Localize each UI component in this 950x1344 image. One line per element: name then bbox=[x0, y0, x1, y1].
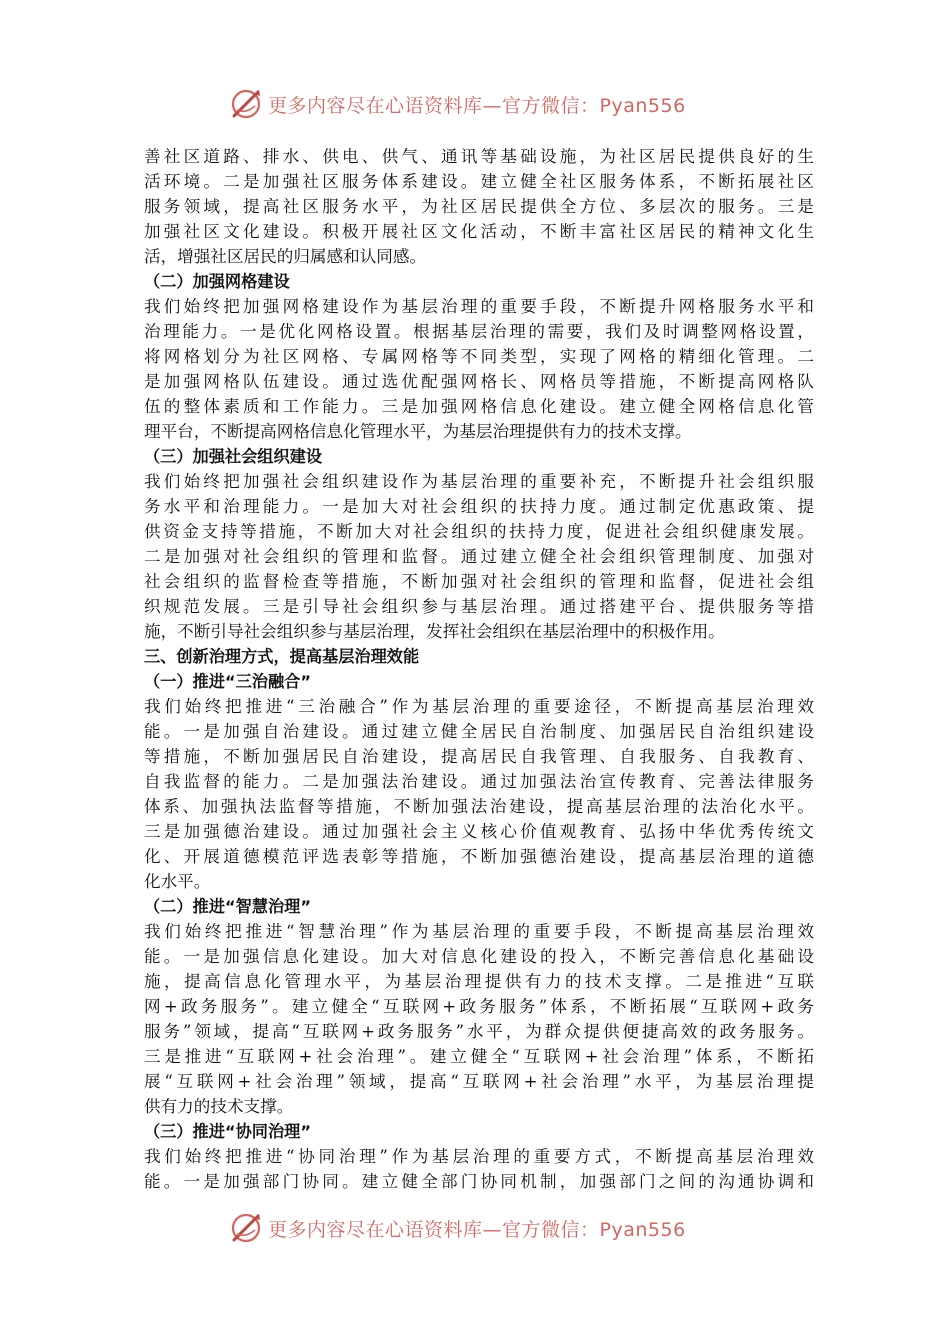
footer-banner bbox=[228, 1208, 728, 1248]
document-body bbox=[144, 144, 814, 1194]
body-text-line: 是加强网格队伍建设。通过选优配强网格长、网格员等措施，不断提高网格队 bbox=[144, 372, 814, 391]
body-text-line: 织规范发展。三是引导社会组织参与基层治理。通过搭建平台、提供服务等措 bbox=[144, 597, 814, 616]
body-text-line: 二是加强对社会组织的管理和监督。通过建立健全社会组织管理制度、加强对 bbox=[144, 547, 814, 566]
body-text-line: 加强社区文化建设。积极开展社区文化活动，不断丰富社区居民的精神文化生 bbox=[144, 222, 814, 241]
body-text-line: 体系、加强执法监督等措施，不断加强法治建设，提高基层治理的法治化水平。 bbox=[144, 797, 814, 816]
body-text-line: 理平台，不断提高网格信息化管理水平，为基层治理提供有力的技术支撑。 bbox=[144, 422, 692, 441]
pen-logo-icon bbox=[228, 86, 264, 122]
section-heading: （三）加强社会组织建设 bbox=[144, 447, 323, 466]
body-text-line: 我们始终把加强社会组织建设作为基层治理的重要补充，不断提升社会组织服 bbox=[144, 472, 814, 491]
body-text-line: 服务”领域，提高“互联网+政务服务”水平，为群众提供便捷高效的政务服务。 bbox=[144, 1022, 814, 1041]
body-text-line: 能。一是加强部门协同。建立健全部门协同机制，加强部门之间的沟通协调和 bbox=[144, 1172, 814, 1191]
section-heading: （二）推进“智慧治理” bbox=[144, 897, 311, 916]
section-heading: （三）推进“协同治理” bbox=[144, 1122, 311, 1141]
body-text-line: 网+政务服务”。建立健全“互联网+政务服务”体系，不断拓展“互联网+政务 bbox=[144, 997, 814, 1016]
body-text-line: 善社区道路、排水、供电、供气、通讯等基础设施，为社区居民提供良好的生 bbox=[144, 147, 814, 166]
body-text-line: 化、开展道德模范评选表彰等措施，不断加强德治建设，提高基层治理的道德 bbox=[144, 847, 814, 866]
body-text-line: 供资金支持等措施，不断加大对社会组织的扶持力度，促进社会组织健康发展。 bbox=[144, 522, 814, 541]
body-text-line: 治理能力。一是优化网格设置。根据基层治理的需要，我们及时调整网格设置， bbox=[144, 322, 814, 341]
body-text-line: 我们始终把推进“智慧治理”作为基层治理的重要手段，不断提高基层治理效 bbox=[144, 922, 814, 941]
body-text-line: 活，增强社区居民的归属感和认同感。 bbox=[144, 247, 427, 266]
banner-text: 更多内容尽在心语资料库—官方微信：Pyan556 bbox=[268, 1218, 686, 1241]
body-text-line: 三是推进“互联网+社会治理”。建立健全“互联网+社会治理”体系，不断拓 bbox=[144, 1047, 814, 1066]
body-text-line: 将网格划分为社区网格、专属网格等不同类型，实现了网格的精细化管理。二 bbox=[144, 347, 814, 366]
body-text-line: 活环境。二是加强社区服务体系建设。建立健全社区服务体系，不断拓展社区 bbox=[144, 172, 814, 191]
banner-text: 更多内容尽在心语资料库—官方微信：Pyan556 bbox=[268, 94, 686, 117]
body-text-line: 我们始终把推进“协同治理”作为基层治理的重要方式，不断提高基层治理效 bbox=[144, 1147, 814, 1166]
body-text-line: 三是加强德治建设。通过加强社会主义核心价值观教育、弘扬中华优秀传统文 bbox=[144, 822, 814, 841]
header-banner bbox=[228, 84, 728, 124]
body-text-line: 等措施，不断加强居民自治建设，提高居民自我管理、自我服务、自我教育、 bbox=[144, 747, 814, 766]
body-text-line: 施，不断引导社会组织参与基层治理，发挥社会组织在基层治理中的积极作用。 bbox=[144, 622, 725, 641]
body-text-line: 服务领域，提高社区服务水平，为社区居民提供全方位、多层次的服务。三是 bbox=[144, 197, 814, 216]
section-heading: （一）推进“三治融合” bbox=[144, 672, 311, 691]
body-text-line: 施，提高信息化管理水平，为基层治理提供有力的技术支撑。二是推进“互联 bbox=[144, 972, 814, 991]
section-heading: 三、创新治理方式，提高基层治理效能 bbox=[144, 647, 420, 666]
body-text-line: 社会组织的监督检查等措施，不断加强对社会组织的管理和监督，促进社会组 bbox=[144, 572, 814, 591]
body-text-line: 自我监督的能力。二是加强法治建设。通过加强法治宣传教育、完善法律服务 bbox=[144, 772, 814, 791]
section-heading: （二）加强网格建设 bbox=[144, 272, 290, 291]
body-text-line: 能。一是加强信息化建设。加大对信息化建设的投入，不断完善信息化基础设 bbox=[144, 947, 814, 966]
body-text-line: 伍的整体素质和工作能力。三是加强网格信息化建设。建立健全网格信息化管 bbox=[144, 397, 814, 416]
body-text-line: 务水平和治理能力。一是加大对社会组织的扶持力度。通过制定优惠政策、提 bbox=[144, 497, 814, 516]
body-text-line: 我们始终把推进“三治融合”作为基层治理的重要途径，不断提高基层治理效 bbox=[144, 697, 814, 716]
body-text-line: 能。一是加强自治建设。通过建立健全居民自治制度、加强居民自治组织建设 bbox=[144, 722, 814, 741]
body-text-line: 我们始终把加强网格建设作为基层治理的重要手段，不断提升网格服务水平和 bbox=[144, 297, 814, 316]
body-text-line: 展“互联网+社会治理”领域，提高“互联网+社会治理”水平，为基层治理提 bbox=[144, 1072, 814, 1091]
body-text-line: 供有力的技术支撑。 bbox=[144, 1097, 294, 1116]
body-text-line: 化水平。 bbox=[144, 872, 211, 891]
pen-logo-icon bbox=[228, 1210, 264, 1246]
